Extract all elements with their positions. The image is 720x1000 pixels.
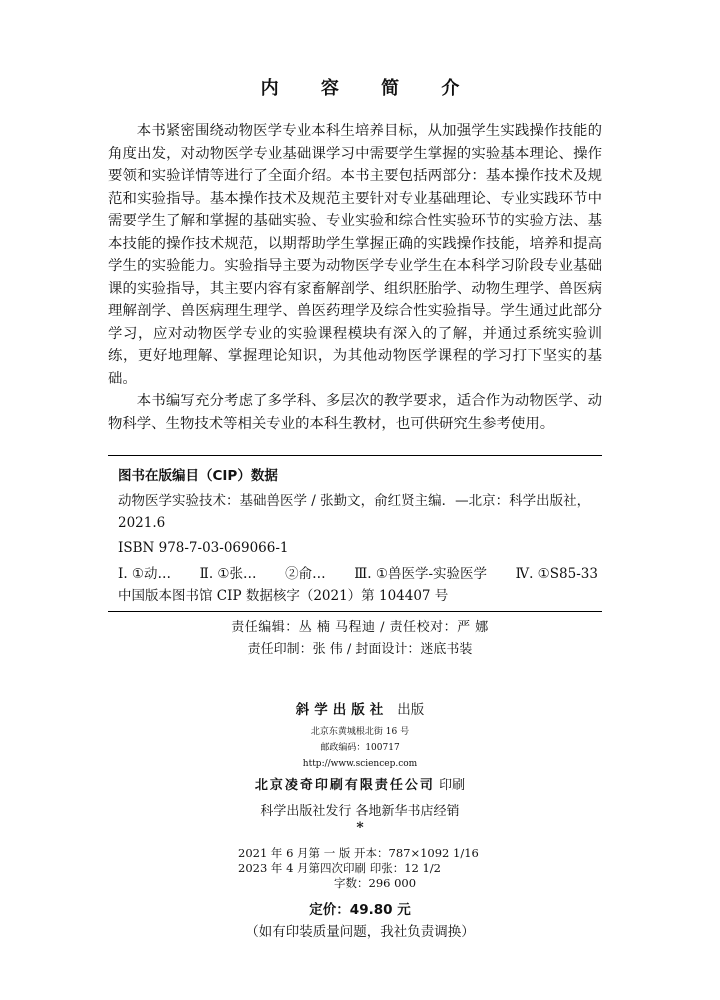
publisher-address: 北京东黄城根北街 16 号 [310, 727, 410, 737]
cip-record-number: 中国版本图书馆 CIP 数据核字（2021）第 104407 号 [118, 588, 449, 604]
word-count: 字数：296 000 [334, 876, 417, 890]
editor-credits: 责任编辑：丛 楠 马程迪 / 责任校对：严 娜 [231, 620, 489, 635]
printer-suffix: 印刷 [439, 778, 466, 793]
intro-paragraph: 本书编写充分考虑了多学科、多层次的教学要求，适合作为动物医学、动物科学、生物技术等相关专业的本科生教材，也可供研究生参考使用。 [108, 393, 602, 432]
cip-isbn: ISBN 978-7-03-069066-1 [118, 540, 289, 556]
cip-class-item: Ⅳ. ①S85-33 [515, 566, 598, 582]
production-credits: 责任印制：张 伟 / 封面设计：迷底书装 [247, 642, 473, 657]
quality-notice: （如有印装质量问题，我社负责调换） [245, 924, 475, 940]
separator-star: * [356, 820, 364, 836]
reprint-line: 2023 年 4 月第四次印刷 印张：12 1/2 [238, 861, 442, 875]
edition-block [238, 846, 479, 891]
credits-block [0, 617, 720, 661]
intro-paragraph: 本书紧密围绕动物医学专业本科生培养目标，从加强学生实践操作技能的角度出发，对动物医学专业基础课学习中需要学生掌握的实验基本理论、操作要领和实验详情等进行了全面介绍。本书主要包括两部分：基本操作技术及规范和实验指导。基本操作技术及规范主要针对专业基础理论、专业实践环节中需要学生了解和掌握的基础实验、专业实验和综合性实验环节的实验方法、基本技能的操作技术规范，以期帮助学生掌握正确的实践操作技能，培养和提高学生的实验能力。实验指导主要为动物医学专业学生在本科学习阶段专业基础课的实验指导，其主要内容有家畜解剖学、组织胚胎学、动物生理学、兽医病理解剖学、兽医病理生理学、兽医药理学及综合性实验指导。学生通过此部分学习，应对动物医学专业的实验课程模块有深入的了解，并通过系统实验训练，更好地理解、掌握理论知识，为其他动物医学课程的学习打下坚实的基础。 [108, 123, 602, 387]
publisher-postcode: 邮政编码：100717 [320, 743, 400, 753]
cip-body [118, 490, 598, 607]
cip-data-box [108, 455, 602, 612]
distribution-line: 科学出版社发行 各地新华书店经销 [260, 804, 460, 819]
cip-class-item: Ⅱ. ①张… [199, 566, 257, 582]
price: 定价：49.80 元 [309, 902, 411, 918]
introduction-section [108, 120, 602, 435]
printer-name: 北京凌奇印刷有限责任公司 [254, 778, 435, 793]
publisher-address-block [0, 724, 720, 772]
cip-heading: 图书在版编目（CIP）数据 [118, 468, 278, 484]
page-title: 内 容 简 介 [260, 78, 478, 99]
first-edition-line: 2021 年 6 月第 一 版 开本：787×1092 1/16 [238, 846, 479, 860]
publisher-name: 斜学出版社 [295, 702, 389, 718]
cip-book-line: 动物医学实验技术：基础兽医学 / 张勤文，俞红贤主编．—北京：科学出版社，2021.6 [118, 493, 591, 531]
cip-class-item: Ⅰ. ①动… [118, 566, 172, 582]
publisher-line [0, 698, 720, 718]
cip-class-item: Ⅲ. ①兽医学-实验医学 [354, 566, 487, 582]
publisher-suffix: 出版 [397, 702, 425, 718]
cip-class-item: ②俞… [285, 566, 326, 582]
publisher-url: http://www.sciencep.com [302, 759, 418, 769]
cip-classification [118, 563, 598, 585]
printer-line [0, 774, 720, 793]
